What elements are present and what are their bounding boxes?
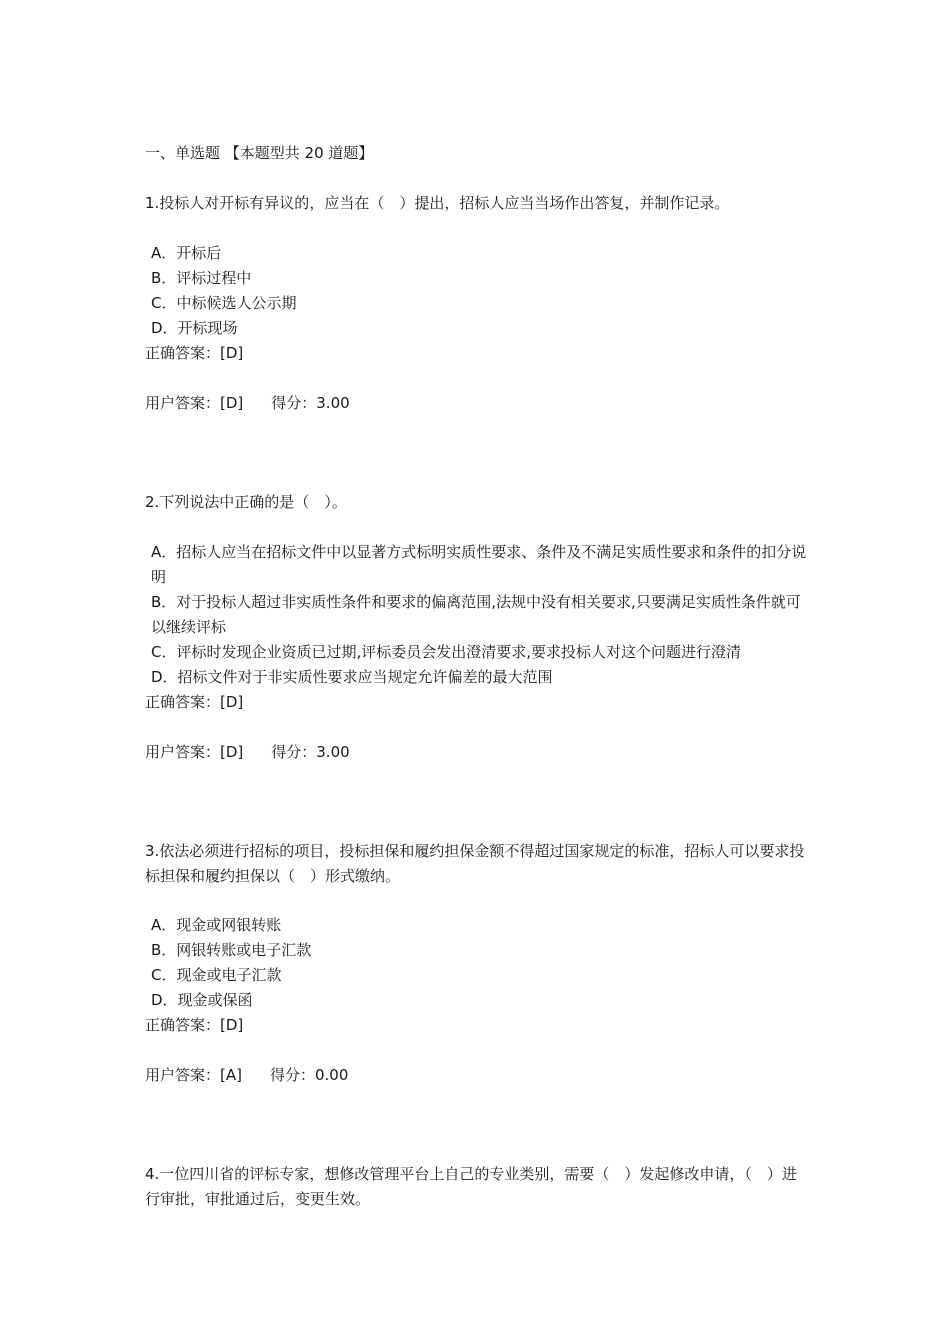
question-1-user-answer: 用户答案：[D] bbox=[145, 394, 244, 412]
question-3-option-b: B．网银转账或电子汇款 bbox=[151, 941, 312, 959]
question-4-stem: 4.一位四川省的评标专家，想修改管理平台上自己的专业类别，需要（ ）发起修改申请，（ ）进行审批，审批通过后，变更生效。 bbox=[145, 1165, 797, 1208]
question-1-option-a: A．开标后 bbox=[151, 244, 222, 262]
section-title: 一、单选题 【本题型共 20 道题】 bbox=[145, 144, 374, 162]
question-3-score: 得分：0.00 bbox=[269, 1066, 349, 1084]
question-2-user-answer-row bbox=[145, 740, 350, 765]
question-2-score: 得分：3.00 bbox=[271, 743, 350, 761]
question-2-stem: 2.下列说法中正确的是（ ）。 bbox=[145, 493, 347, 511]
question-1-stem: 1.投标人对开标有异议的，应当在（ ）提出，招标人应当当场作出答复，并制作记录。 bbox=[145, 194, 730, 212]
question-2-option-c: C．评标时发现企业资质已过期,评标委员会发出澄清要求,要求投标人对这个问题进行澄清 bbox=[151, 643, 742, 661]
question-1-option-d: D．开标现场 bbox=[151, 319, 238, 337]
question-2-correct-answer: 正确答案：[D] bbox=[145, 693, 244, 711]
question-3-stem: 3.依法必须进行招标的项目，投标担保和履约担保金额不得超过国家规定的标准，招标人可以要求投标担保和履约担保以（ ）形式缴纳。 bbox=[145, 842, 805, 885]
question-1-score: 得分：3.00 bbox=[271, 394, 350, 412]
question-2-option-a: A．招标人应当在招标文件中以显著方式标明实质性要求、条件及不满足实质性要求和条件的扣分说明 bbox=[151, 543, 807, 586]
question-3-option-d: D．现金或保函 bbox=[151, 991, 253, 1009]
question-2-option-b: B．对于投标人超过非实质性条件和要求的偏离范围,法规中没有相关要求,只要满足实质性条件就可以继续评标 bbox=[151, 593, 801, 636]
question-1-user-answer-row bbox=[145, 391, 350, 416]
question-3-option-a: A．现金或网银转账 bbox=[151, 916, 282, 934]
question-1-correct-answer: 正确答案：[D] bbox=[145, 344, 244, 362]
question-2-user-answer: 用户答案：[D] bbox=[145, 743, 244, 761]
question-2-option-d: D．招标文件对于非实质性要求应当规定允许偏差的最大范围 bbox=[151, 668, 553, 686]
question-1-option-c: C．中标候选人公示期 bbox=[151, 294, 297, 312]
question-3-correct-answer: 正确答案：[D] bbox=[145, 1016, 244, 1034]
question-3-option-c: C．现金或电子汇款 bbox=[151, 966, 282, 984]
question-3-user-answer-row bbox=[145, 1063, 348, 1088]
question-1-option-b: B．评标过程中 bbox=[151, 269, 252, 287]
question-3-user-answer: 用户答案：[A] bbox=[145, 1066, 242, 1084]
